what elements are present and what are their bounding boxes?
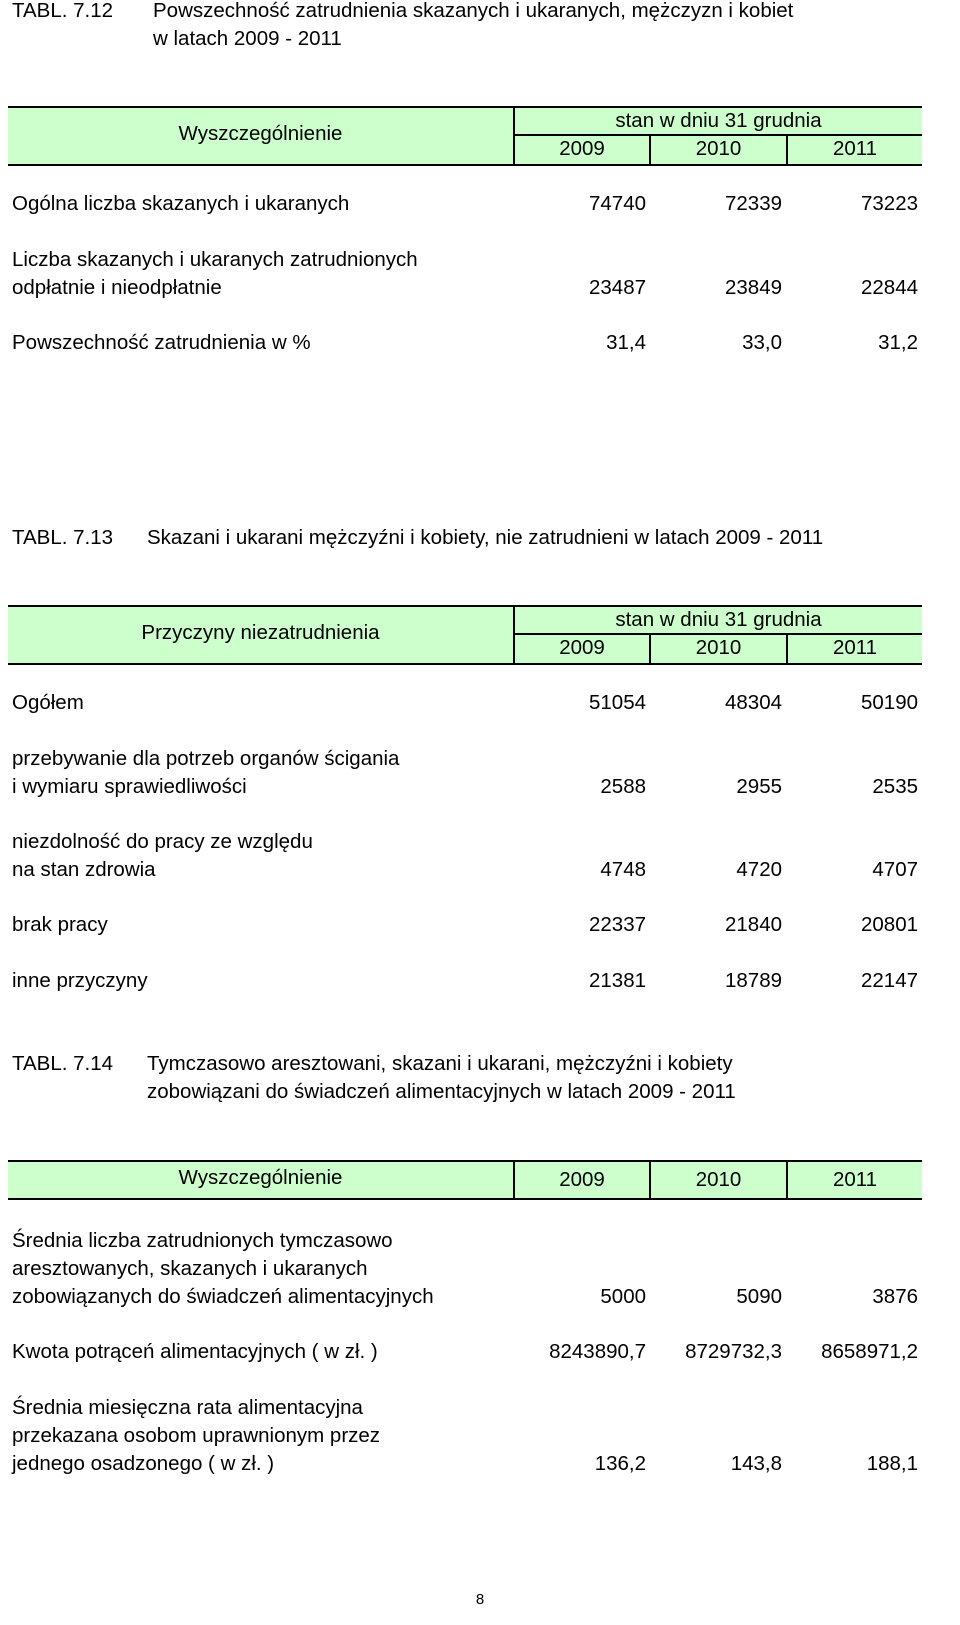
- table-7-13-header-group: stan w dniu 31 grudnia: [615, 608, 822, 631]
- table-7-12-number: TABL. 7.12: [12, 0, 114, 22]
- table-7-14-header-year: 2009: [559, 1168, 605, 1191]
- cell-value: 48304: [724, 691, 782, 714]
- row-label: Ogólna liczba skazanych i ukaranych: [12, 192, 350, 215]
- cell-value: 23849: [724, 276, 782, 299]
- cell-value: 2588: [600, 775, 646, 798]
- row-label: jednego osadzonego ( w zł. ): [12, 1452, 275, 1475]
- cell-value: 8658971,2: [821, 1340, 918, 1363]
- cell-value: 8243890,7: [549, 1340, 646, 1363]
- cell-value: 23487: [588, 276, 646, 299]
- table-7-14-header-year: 2011: [832, 1168, 878, 1191]
- table-7-12-header-year: 2009: [559, 137, 605, 160]
- cell-value: 8729732,3: [685, 1340, 782, 1363]
- cell-value: 143,8: [730, 1452, 782, 1475]
- cell-value: 73223: [860, 192, 918, 215]
- cell-value: 4748: [600, 858, 646, 881]
- row-label: Powszechność zatrudnienia w %: [12, 331, 311, 354]
- cell-value: 50190: [860, 691, 918, 714]
- cell-value: 5090: [736, 1285, 782, 1308]
- table-7-13-header-year: 2011: [832, 636, 878, 659]
- cell-value: 74740: [588, 192, 646, 215]
- cell-value: 21840: [724, 913, 782, 936]
- table-7-12-header-group: stan w dniu 31 grudnia: [615, 109, 822, 132]
- row-label: Średnia miesięczna rata alimentacyjna: [12, 1396, 363, 1419]
- cell-value: 33,0: [742, 331, 782, 354]
- row-label: Średnia liczba zatrudnionych tymczasowo: [12, 1229, 393, 1252]
- cell-value: 4720: [736, 858, 782, 881]
- table-7-12-title-line-2: w latach 2009 - 2011: [153, 27, 342, 50]
- row-label: Ogółem: [12, 691, 84, 714]
- row-label: przebywanie dla potrzeb organów ścigania: [12, 747, 400, 770]
- table-7-13-header-year: 2010: [695, 636, 742, 659]
- cell-value: 21381: [588, 969, 646, 992]
- row-label: aresztowanych, skazanych i ukaranych: [12, 1257, 368, 1280]
- cell-value: 22147: [860, 969, 918, 992]
- row-label: Liczba skazanych i ukaranych zatrudnionych: [12, 248, 418, 271]
- cell-value: 18789: [724, 969, 782, 992]
- cell-value: 72339: [724, 192, 782, 215]
- row-label: odpłatnie i nieodpłatnie: [12, 276, 222, 299]
- table-7-14-title-line-2: zobowiązani do świadczeń alimentacyjnych w latach 2009 - 2011: [147, 1080, 736, 1103]
- cell-value: 20801: [860, 913, 918, 936]
- row-label: inne przyczyny: [12, 969, 148, 992]
- cell-value: 136,2: [594, 1452, 646, 1475]
- table-7-14-title-line-1: Tymczasowo aresztowani, skazani i ukarani, mężczyźni i kobiety: [147, 1052, 733, 1075]
- table-7-12-header-label: Wyszczególnienie: [178, 122, 343, 145]
- row-label: zobowiązanych do świadczeń alimentacyjnych: [12, 1285, 434, 1308]
- table-7-14-header-label: Wyszczególnienie: [178, 1166, 343, 1189]
- row-label: Kwota potrąceń alimentacyjnych ( w zł. ): [12, 1340, 378, 1363]
- cell-value: 31,2: [878, 331, 918, 354]
- cell-value: 5000: [600, 1285, 646, 1308]
- cell-value: 4707: [872, 858, 918, 881]
- cell-value: 51054: [588, 691, 646, 714]
- page-number: 8: [475, 1591, 485, 1608]
- cell-value: 31,4: [606, 331, 646, 354]
- cell-value: 2535: [872, 775, 918, 798]
- table-7-13-title-line-1: Skazani i ukarani mężczyźni i kobiety, nie zatrudnieni w latach 2009 - 2011: [147, 526, 824, 549]
- cell-value: 3876: [872, 1285, 918, 1308]
- cell-value: 22337: [588, 913, 646, 936]
- table-7-12-title-line-1: Powszechność zatrudnienia skazanych i ukaranych, mężczyzn i kobiet: [153, 0, 794, 22]
- table-7-13-header-year: 2009: [559, 636, 605, 659]
- row-label: i wymiaru sprawiedliwości: [12, 775, 247, 798]
- row-label: na stan zdrowia: [12, 858, 156, 881]
- row-label: niezdolność do pracy ze względu: [12, 830, 313, 853]
- table-7-13-header-label: Przyczyny niezatrudnienia: [141, 621, 380, 644]
- table-7-13-number: TABL. 7.13: [12, 526, 114, 549]
- table-7-12-header-year: 2010: [695, 137, 742, 160]
- cell-value: 22844: [860, 276, 918, 299]
- row-label: brak pracy: [12, 913, 108, 936]
- cell-value: 188,1: [866, 1452, 918, 1475]
- table-7-12-header-year: 2011: [832, 137, 878, 160]
- row-label: przekazana osobom uprawnionym przez: [12, 1424, 381, 1447]
- table-7-14-number: TABL. 7.14: [12, 1052, 114, 1075]
- cell-value: 2955: [736, 775, 782, 798]
- table-7-14-header-year: 2010: [695, 1168, 742, 1191]
